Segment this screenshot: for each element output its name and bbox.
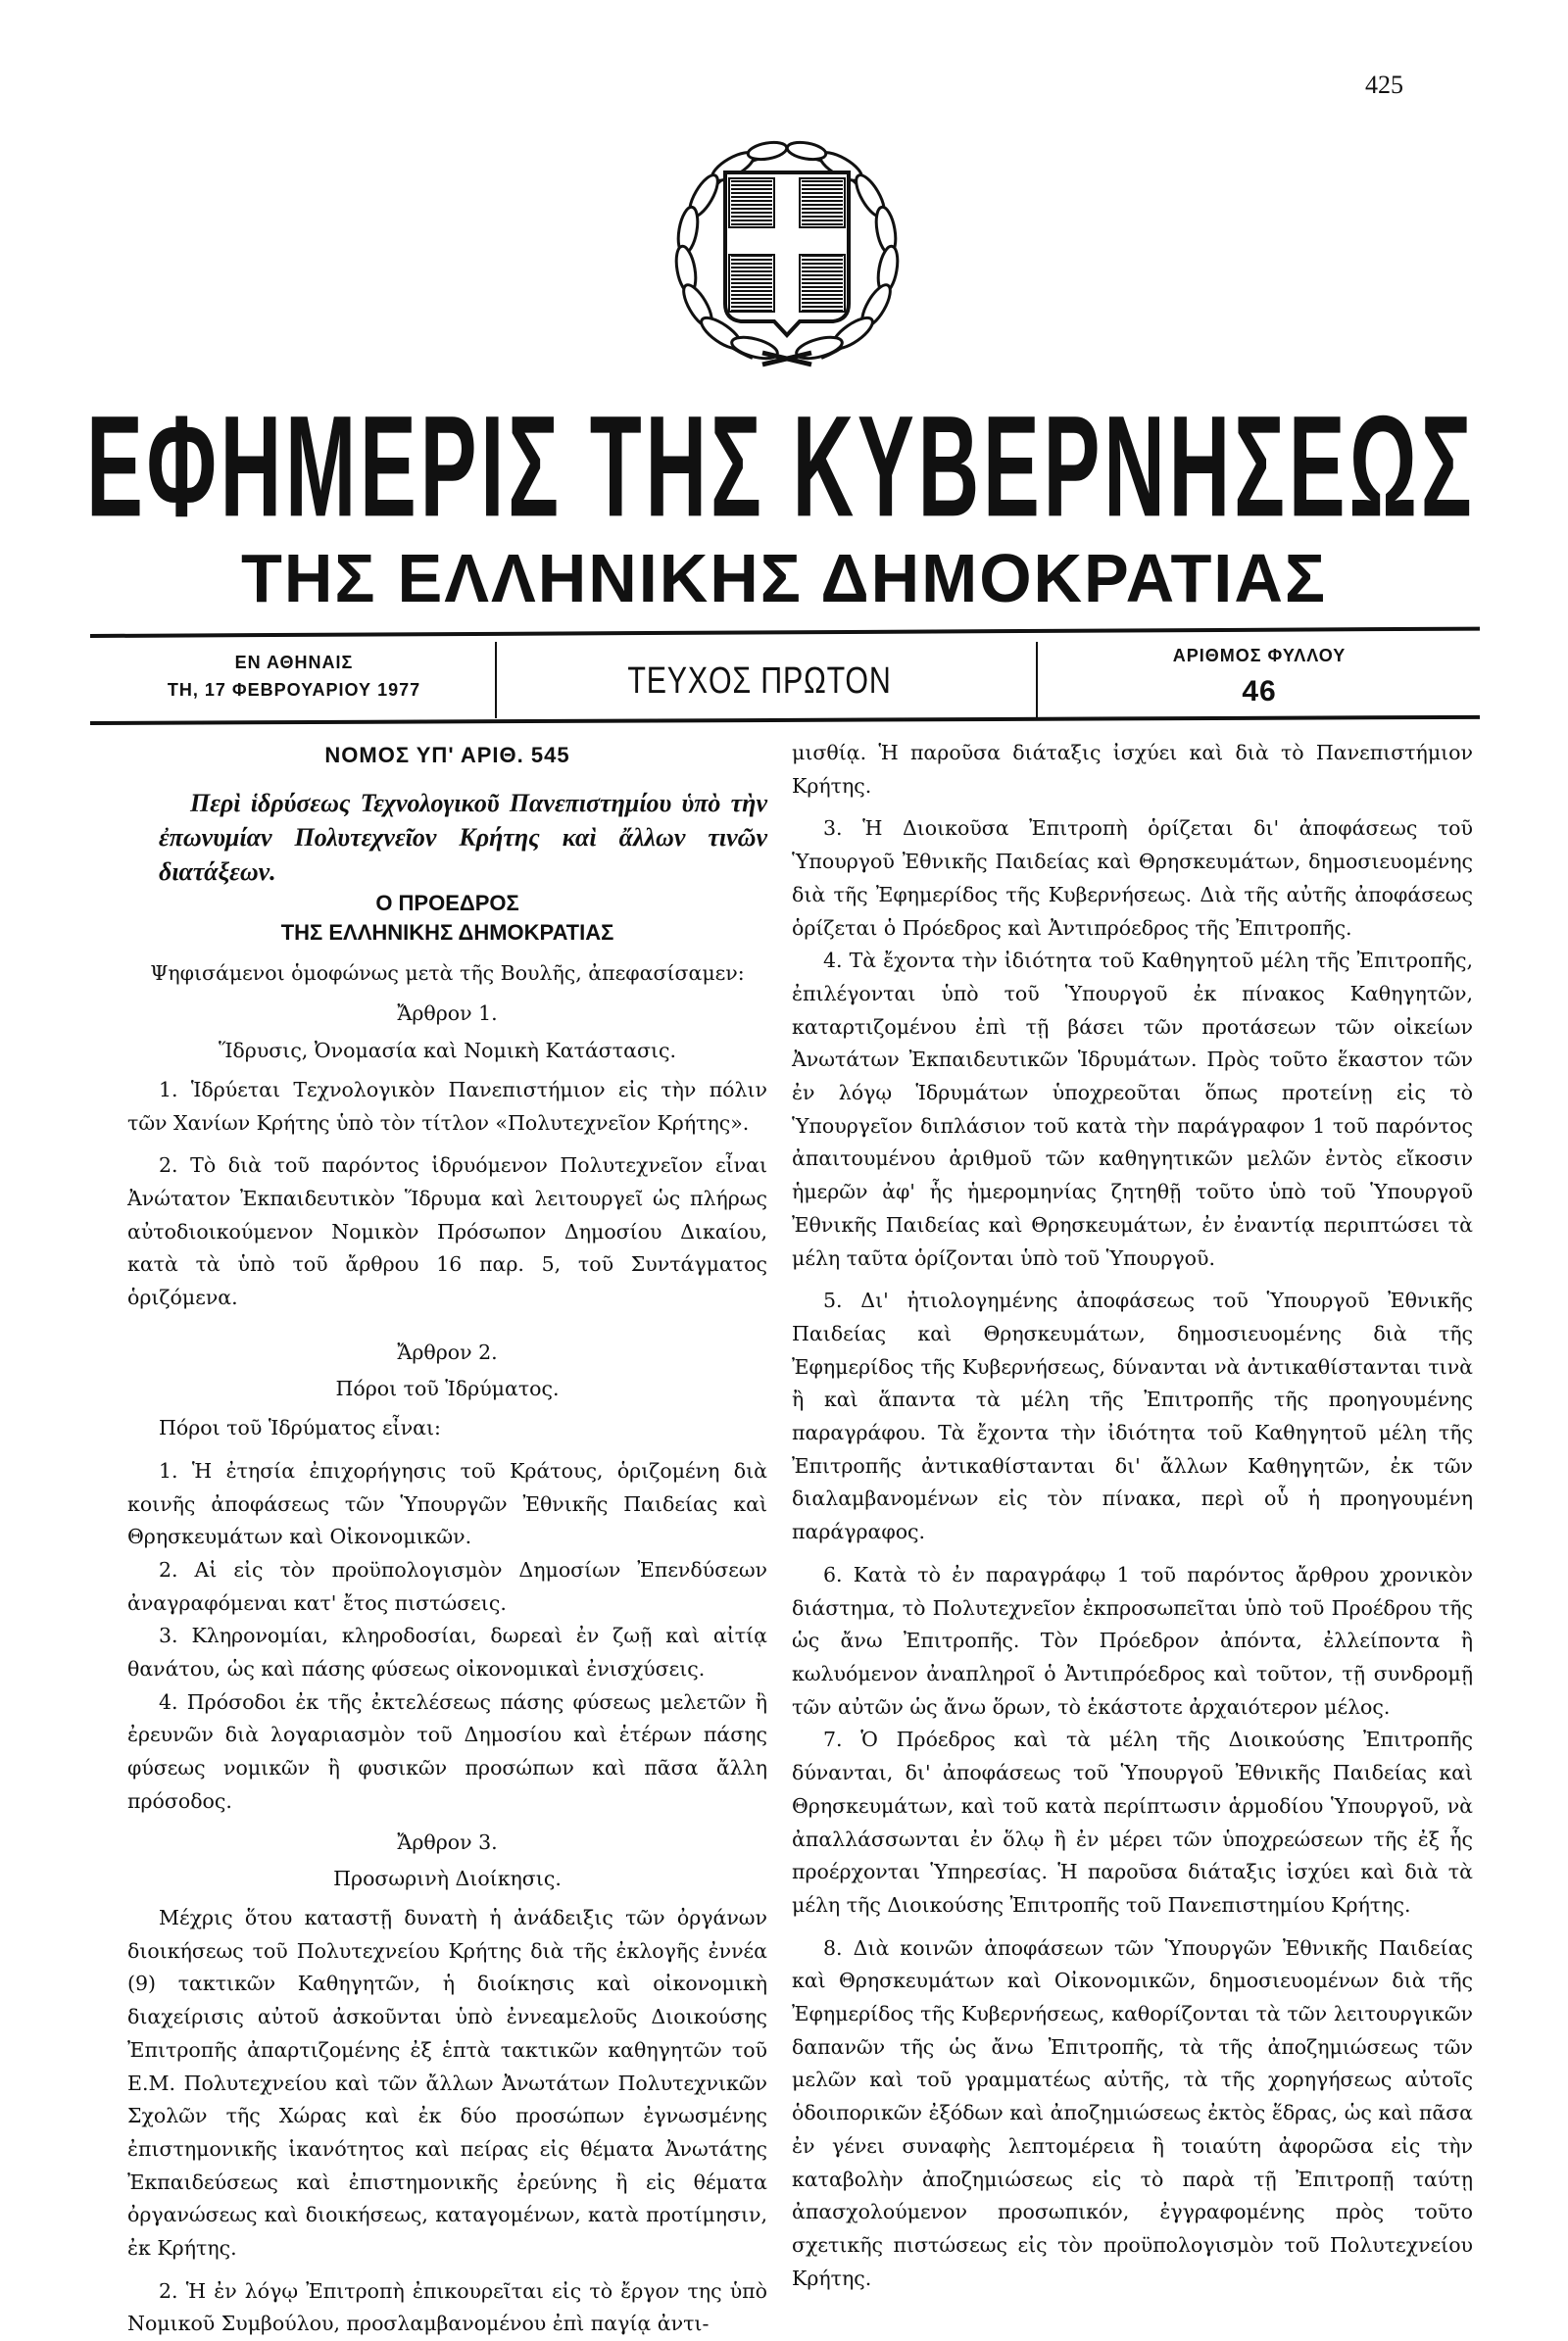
law-subject: Περὶ ἱδρύσεως Τεχνολογικοῦ Πανεπιστημίου ὑπὸ τὴν ἐπωνυμίαν Πολυτεχνεῖον Κρήτης καὶ ἄλλων τινῶν διατάξεων. xyxy=(159,788,767,886)
info-date: ΤΗ, 17 ΦΕΒΡΟΥΑΡΙΟΥ 1977 xyxy=(167,680,421,700)
president-line-1: Ο ΠΡΟΕΔΡΟΣ xyxy=(375,890,519,915)
article-3-title: Προσωρινὴ Διοίκησις. xyxy=(333,1867,562,1891)
info-sheet-label: ΑΡΙΘΜΟΣ ΦΥΛΛΟΥ xyxy=(1172,646,1347,665)
info-divider-right xyxy=(1036,642,1038,718)
article-2-paragraph: 4. Πρόσοδοι ἐκ τῆς ἐκτελέσεως πάσης φύσεως μελετῶν ἢ ἐρευνῶν διὰ λογαριασμὸν τοῦ Δημοσίου καὶ ἑτέρων πάσης φύσεως νομικῶν ἢ φυσικῶν προσώπων καὶ πᾶσα ἄλλη πρόσοδος. xyxy=(127,1689,767,1813)
masthead-title-text: ΕΦΗΜΕΡΙΣ ΤΗΣ ΚΥΒΕΡΝΗΣΕΩΣ xyxy=(86,385,1476,541)
info-divider-left xyxy=(495,642,497,718)
article-1-paragraph: 2. Τὸ διὰ τοῦ παρόντος ἱδρυόμενον Πολυτεχνεῖον εἶναι Ἀνώτατον Ἐκπαιδευτικὸν Ἵδρυμα καὶ λειτουργεῖ ὡς πλήρως αὐτοδιοικούμενον Νομικὸν Πρόσωπον Δημοσίου Δικαίου, κατὰ τὰ ὑπὸ τοῦ ἄρθρου 16 παρ. 5, τοῦ Συντάγματος ὁριζόμενα. xyxy=(127,1153,767,1310)
page-number: 425 xyxy=(1365,71,1403,99)
masthead-title xyxy=(86,384,1478,541)
article-3-paragraph: 7. Ὁ Πρόεδρος καὶ τὰ μέλη τῆς Διοικούσης Ἐπιτροπῆς δύνανται, δι' ἀποφάσεως τοῦ Ὑπουργοῦ Ἐθνικῆς Παιδείας καὶ Θρησκευμάτων, καὶ τοῦ κατὰ περίπτωσιν ἁρμοδίου Ὑπουργοῦ, νὰ ἀπαλλάσσωνται ἐν ὅλῳ ἢ ἐν μέρει τῶν ὑποχρεώσεων τῆς ἐξ ἧς προέρχονται Ὑπηρεσίας. Ἡ παροῦσα διάταξις ἰσχύει καὶ διὰ τὰ μέλη τῆς Διοικούσης Ἐπιτροπῆς τοῦ Πανεπιστημίου Κρήτης. xyxy=(792,1728,1473,1917)
article-3-paragraph: 6. Κατὰ τὸ ἐν παραγράφῳ 1 τοῦ παρόντος ἄρθρου χρονικὸν διάστημα, τὸ Πολυτεχνεῖον ἐκπροσωπεῖται ὑπὸ τοῦ Προέδρου τῆς ὡς ἄνω Ἐπιτροπῆς. Τὸν Πρόεδρον ἀπόντα, ἐλλείποντα ἢ κωλυόμενον ἀναπληροῖ ὁ Ἀντιπρόεδρος καὶ τοῦτον, τῇ συνδρομῇ τῶν αὐτῶν ὡς ἄνω ὅρων, τὸ ἑκάστοτε ἀρχαιότερον μέλος. xyxy=(792,1562,1473,1719)
article-1-paragraph: 1. Ἱδρύεται Τεχνολογικὸν Πανεπιστήμιον εἰς τὴν πόλιν τῶν Χανίων Κρήτης ὑπὸ τὸν τίτλον «Πολυτεχνεῖον Κρήτης». xyxy=(127,1077,767,1135)
article-2-paragraph: 2. Αἱ εἰς τὸν προϋπολογισμὸν Δημοσίων Ἐπενδύσεων ἀναγραφόμεναι κατ' ἔτος πιστώσεις. xyxy=(127,1557,767,1615)
article-2-heading: Ἄρθρον 2. xyxy=(397,1340,498,1364)
info-issue: ΤΕΥΧΟΣ ΠΡΩΤΟΝ xyxy=(627,660,892,702)
preamble: Ψηφισάμενοι ὁμοφώνως μετὰ τῆς Βουλῆς, ἀπεφασίσαμεν: xyxy=(150,960,745,985)
article-3-paragraph: Μέχρις ὅτου καταστῇ δυνατὴ ἡ ἀνάδειξις τῶν ὀργάνων διοικήσεως τοῦ Πολυτεχνείου Κρήτης διὰ τῆς ἐκλογῆς ἐννέα (9) τακτικῶν Καθηγητῶν, ἡ διοίκησις καὶ οἰκονομικὴ διαχείρισις αὐτοῦ ἀσκοῦνται ὑπὸ ἐννεαμελοῦς Διοικούσης Ἐπιτροπῆς ἀπαρτιζομένης ἐξ ἑπτὰ τακτικῶν καθηγητῶν τοῦ Ε.Μ. Πολυτεχνείου καὶ τῶν ἄλλων Ἀνωτάτων Πολυτεχνικῶν Σχολῶν τῆς Χώρας καὶ ἐκ δύο προσώπων ἐγνωσμένης ἐπιστημονικῆς ἱκανότητος καὶ πείρας εἰς θέματα Ἀνωτάτης Ἐκπαιδεύσεως καὶ ἐπιστημονικῆς ἐρεύνης ἢ εἰς θέματα ὀργανώσεως καὶ διοικήσεως, καταγομένων, κατὰ προτίμησιν, ἐκ Κρήτης. xyxy=(127,1905,767,2261)
article-3-paragraph: 5. Δι' ἠτιολογημένης ἀποφάσεως τοῦ Ὑπουργοῦ Ἐθνικῆς Παιδείας καὶ Θρησκευμάτων, δημοσιευομένης διὰ τῆς Ἐφημερίδος τῆς Κυβερνήσεως, δύνανται νὰ ἀντικαθίστανται τινὰ ἢ καὶ ἅπαντα τὰ μέλη τῆς Ἐπιτροπῆς τῆς προηγουμένης παραγράφου. Τὰ ἔχοντα τὴν ἰδιότητα τοῦ Καθηγητοῦ μέλη τῆς Ἐπιτροπῆς ἀντικαθίστανται δι' ἄλλων Καθηγητῶν, ἐκ τῶν διαλαμβανομένων εἰς τὸν πίνακα, περὶ οὗ ἡ προηγουμένη παράγραφος. xyxy=(792,1289,1473,1544)
article-3-paragraph-2-end: μισθίᾳ. Ἡ παροῦσα διάταξις ἰσχύει καὶ διὰ τὸ Πανεπιστήμιον Κρήτης. xyxy=(792,741,1473,798)
article-1-title: Ἵδρυσις, Ὀνομασία καὶ Νομικὴ Κατάστασις. xyxy=(218,1039,677,1063)
article-3-paragraph: 3. Ἡ Διοικοῦσα Ἐπιτροπὴ ὁρίζεται δι' ἀποφάσεως τοῦ Ὑπουργοῦ Ἐθνικῆς Παιδείας καὶ Θρησκευμάτων, δημοσιευομένης διὰ τῆς Ἐφημερίδος τῆς Κυβερνήσεως. Διὰ τῆς αὐτῆς ἀποφάσεως ὁρίζεται ὁ Πρόεδρος καὶ Ἀντιπρόεδρος τῆς Ἐπιτροπῆς. xyxy=(792,816,1473,940)
column-left xyxy=(127,737,767,2341)
article-2-paragraph: 1. Ἡ ἐτησία ἐπιχορήγησις τοῦ Κράτους, ὁριζομένη διὰ κοινῆς ἀποφάσεως τῶν Ὑπουργῶν Ἐθνικῆς Παιδείας καὶ Θρησκευμάτων καὶ Οἰκονομικῶν. xyxy=(127,1458,767,1549)
greek-coat-of-arms-icon xyxy=(664,137,909,372)
info-sheet-number: 46 xyxy=(1242,675,1277,707)
article-3-heading: Ἄρθρον 3. xyxy=(397,1829,498,1854)
article-2-paragraph: 3. Κληρονομίαι, κληροδοσίαι, δωρεαὶ ἐν ζωῇ καὶ αἰτίᾳ θανάτου, ὡς καὶ πάσης φύσεως οἰκονομικαὶ ἐνισχύσεις. xyxy=(127,1624,767,1682)
article-2-title: Πόροι τοῦ Ἱδρύματος. xyxy=(335,1377,560,1401)
info-sheet xyxy=(1039,643,1480,711)
article-3-paragraph: 8. Διὰ κοινῶν ἀποφάσεων τῶν Ὑπουργῶν Ἐθνικῆς Παιδείας καὶ Θρησκευμάτων καὶ Οἰκονομικῶν, δημοσιευομένων διὰ τῆς Ἐφημερίδος τῆς Κυβερνήσεως, καθορίζονται τὰ τῶν λειτουργικῶν δαπανῶν τῆς ὡς ἄνω Ἐπιτροπῆς, τὰ τῆς ἀποζημιώσεως τῶν μελῶν καὶ τοῦ γραμματέως αὐτῆς, τὰ τῆς χορηγήσεως αὐτοῖς ὁδοιπορικῶν ἐξόδων καὶ ἀποζημιώσεως ἐκτὸς ἕδρας, ὡς καὶ πᾶσα ἐν γένει συναφὴς λεπτομέρεια ἢ τοιαύτη ἀφορῶσα εἰς τὴν καταβολὴν ἀποζημιώσεως εἰς τὸ παρὰ τῇ Ἐπιτροπῇ ταύτῃ ἀπασχολούμενον προσωπικόν, ἐγγραφομένης πρὸς τοῦτο σχετικῆς πιστώσεως εἰς τὸν προϋπολογισμὸν τοῦ Πολυτεχνείου Κρήτης. xyxy=(792,1935,1473,2290)
law-number: ΝΟΜΟΣ ΥΠ' ΑΡΙΘ. 545 xyxy=(324,743,570,767)
article-3-paragraph-2-start: 2. Ἡ ἐν λόγῳ Ἐπιτροπὴ ἐπικουρεῖται εἰς τὸ ἔργον της ὑπὸ Νομικοῦ Συμβούλου, προσλαμβανομένου ἐπὶ παγίᾳ ἀντι- xyxy=(127,2278,767,2336)
president-line-2: ΤΗΣ ΕΛΛΗΝΙΚΗΣ ΔΗΜΟΚΡΑΤΙΑΣ xyxy=(280,919,614,945)
info-place: ΕΝ ΑΘΗΝΑΙΣ xyxy=(234,653,354,672)
article-3-paragraph: 4. Τὰ ἔχοντα τὴν ἰδιότητα τοῦ Καθηγητοῦ μέλη τῆς Ἐπιτροπῆς, ἐπιλέγονται ὑπὸ τοῦ Ὑπουργοῦ ἐκ πίνακος Καθηγητῶν, καταρτιζομένου ἐπὶ τῇ βάσει τῶν προτάσεων τῶν οἰκείων Ἀνωτάτων Ἐκπαιδευτικῶν Ἱδρυμάτων. Πρὸς τοῦτο ἕκαστον τῶν ἐν λόγῳ Ἱδρυμάτων ὑποχρεοῦται ὅπως προτείνῃ εἰς τὸ Ὑπουργεῖον διπλάσιον τοῦ κατὰ τὴν παράγραφον 1 τοῦ παρόντος ἀπαιτουμένου ἀριθμοῦ τῶν καθηγητικῶν μελῶν ἐντὸς εἴκοσιν ἡμερῶν ἀφ' ἧς ἡμερομηνίας ζητηθῇ τοῦτο ὑπὸ τοῦ Ὑπουργοῦ Ἐθνικῆς Παιδείας καὶ Θρησκευμάτων, ἐν ἐναντίᾳ περιπτώσει τὰ μέλη ταῦτα ὁρίζονται ὑπὸ τοῦ Ὑπουργοῦ. xyxy=(792,949,1473,1270)
president-heading xyxy=(127,889,767,948)
top-rule xyxy=(90,627,1480,638)
column-right xyxy=(792,737,1473,2295)
info-place-date xyxy=(98,643,490,704)
article-2-intro: Πόροι τοῦ Ἱδρύματος εἶναι: xyxy=(159,1416,441,1440)
masthead-subtitle: ΤΗΣ ΕΛΛΗΝΙΚΗΣ ΔΗΜΟΚΡΑΤΙΑΣ xyxy=(241,540,1327,616)
article-1-heading: Ἄρθρον 1. xyxy=(397,1001,498,1026)
